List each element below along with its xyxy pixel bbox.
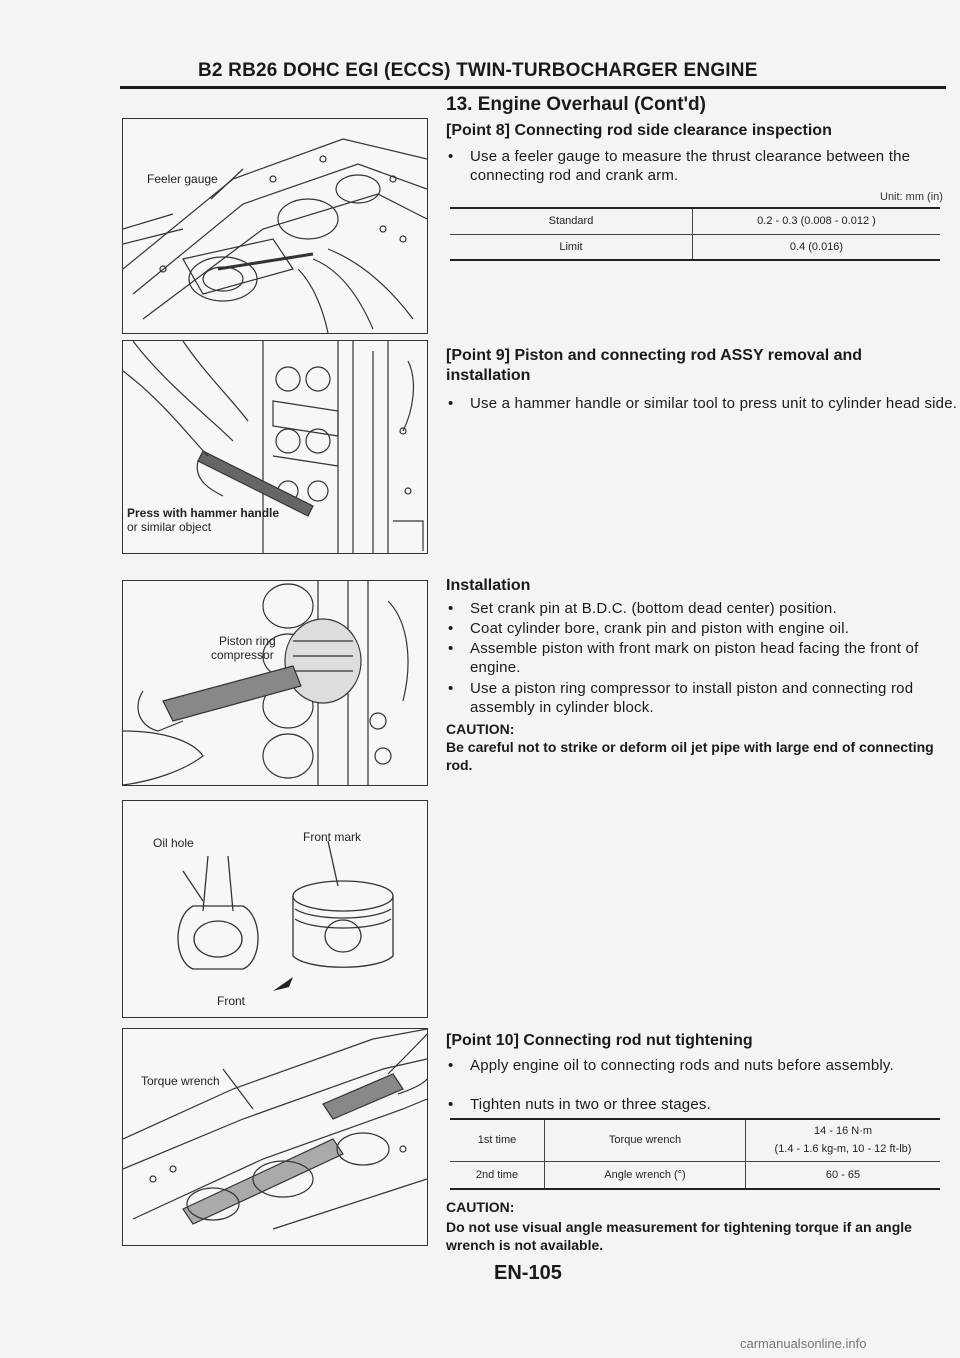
figure-ring-compressor [122, 580, 428, 786]
torque-value: 60 - 65 [825, 1168, 861, 1181]
section-title: 13. Engine Overhaul (Cont'd) [446, 94, 706, 115]
clearance-value: 0.2 - 0.3 (0.008 - 0.012 ) [757, 215, 876, 228]
point9-heading: [Point 9] Piston and connecting rod ASSY removal and installation [446, 347, 863, 384]
front-mark-label: Front mark [303, 830, 362, 844]
torque-row-2nd [450, 1161, 940, 1189]
header-rule [120, 86, 946, 89]
installation-bullet: • Assemble piston with front mark on piston head facing the front of engine. [446, 639, 960, 677]
point10-bullet: • Apply engine oil to connecting rods and nuts before assembly. [446, 1056, 960, 1075]
point8-heading: [Point 8] Connecting rod side clearance inspection [446, 122, 832, 139]
point10-heading: [Point 10] Connecting rod nut tightening [446, 1032, 753, 1049]
clearance-label: Limit [450, 234, 693, 260]
torque-value [746, 1119, 941, 1161]
point8-unit: Unit: mm (in) [880, 191, 943, 203]
point10-caution-label: CAUTION: [446, 1199, 515, 1215]
page-number: EN-105 [494, 1262, 562, 1284]
installation-caution-label: CAUTION: [446, 721, 515, 737]
clearance-row-limit [450, 234, 940, 260]
hammer-label-2: or similar object [127, 520, 212, 534]
figure-feeler-gauge [122, 118, 428, 334]
figure-torque-wrench [122, 1028, 428, 1246]
feeler-gauge-label: Feeler gauge [147, 172, 218, 186]
installation-bullet: • Use a piston ring compressor to install piston and connecting rod assembly in cylinder block. [446, 679, 960, 717]
torque-table [450, 1118, 940, 1190]
manual-header: B2 RB26 DOHC EGI (ECCS) TWIN-TURBOCHARGER ENGINE [198, 60, 758, 81]
oil-hole-label: Oil hole [153, 836, 194, 850]
front-label: Front [217, 994, 246, 1008]
footer-watermark: carmanualsonline.info [740, 1336, 867, 1351]
torque-wrench-label: Torque wrench [141, 1074, 220, 1088]
torque-stage: 2nd time [450, 1161, 545, 1189]
installation-caution-text: Be careful not to strike or deform oil jet pipe with large end of connecting rod. [446, 739, 934, 773]
torque-value-line1: 14 - 16 N·m [813, 1125, 873, 1138]
figure-front-mark [122, 800, 428, 1018]
ring-compressor-illustration [123, 581, 427, 785]
torque-row-1st [450, 1119, 940, 1161]
torque-tool: Torque wrench [545, 1119, 746, 1161]
hammer-label-1: Press with hammer handle [127, 506, 280, 520]
torque-value-line2: (1.4 - 1.6 kg-m, 10 - 12 ft-lb) [774, 1143, 912, 1156]
clearance-label: Standard [450, 208, 693, 234]
feeler-gauge-illustration [123, 119, 427, 333]
ring-compressor-label-2: compressor [211, 648, 274, 662]
torque-stage: 1st time [450, 1119, 545, 1161]
point10-bullet: • Tighten nuts in two or three stages. [446, 1095, 960, 1114]
installation-bullet: • Set crank pin at B.D.C. (bottom dead center) position. [446, 599, 960, 618]
installation-heading: Installation [446, 577, 531, 594]
clearance-table [450, 207, 940, 261]
clearance-value: 0.4 (0.016) [789, 240, 844, 253]
front-mark-illustration [123, 801, 427, 1017]
point10-caution-text: Do not use visual angle measurement for tightening torque if an angle wrench is not available. [446, 1219, 912, 1253]
torque-wrench-illustration [123, 1029, 427, 1245]
ring-compressor-label-1: Piston ring [219, 634, 276, 648]
point8-bullet: • Use a feeler gauge to measure the thrust clearance between the connecting rod and crank arm. [446, 147, 960, 185]
figure-hammer-press [122, 340, 428, 554]
torque-tool: Angle wrench (°) [545, 1161, 746, 1189]
installation-bullet: • Coat cylinder bore, crank pin and piston with engine oil. [446, 619, 960, 638]
clearance-row-standard [450, 208, 940, 234]
point9-bullet: • Use a hammer handle or similar tool to press unit to cylinder head side. [446, 394, 960, 413]
